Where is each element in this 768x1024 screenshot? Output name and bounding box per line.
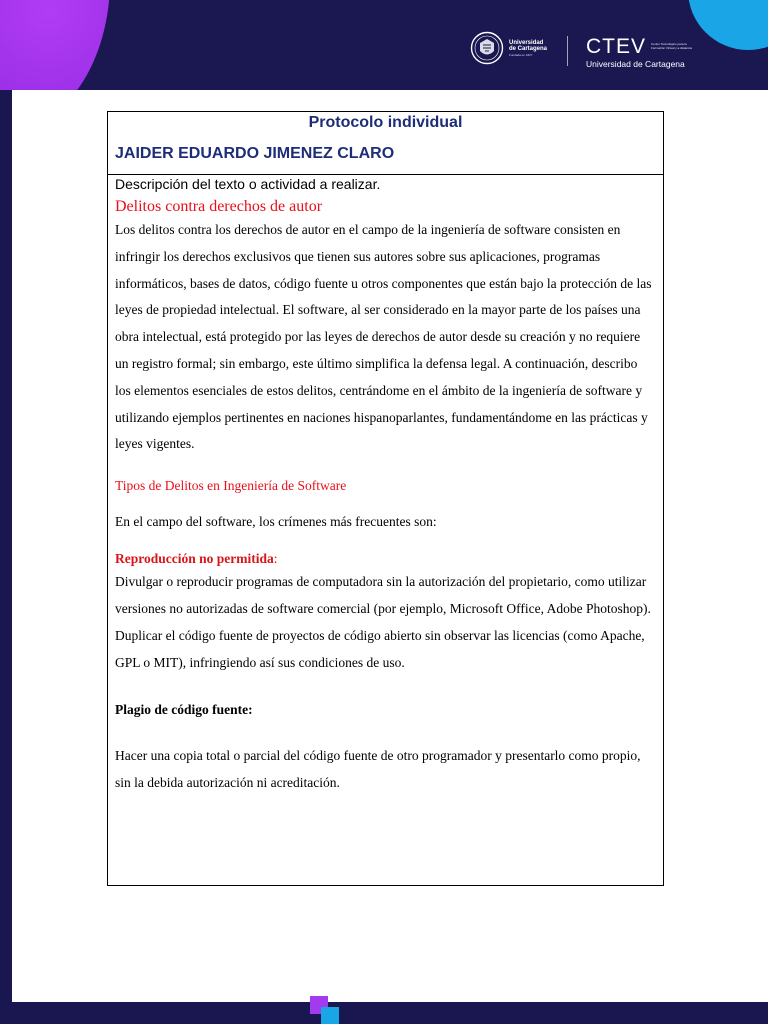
document-author: JAIDER EDUARDO JIMENEZ CLARO xyxy=(115,145,395,162)
university-name-line1: Universidad xyxy=(509,39,544,46)
university-seal-icon xyxy=(470,31,504,65)
crimes-intro: En el campo del software, los crímenes más frecuentes son: xyxy=(115,514,437,530)
document-title: Protocolo individual xyxy=(308,114,463,131)
section-subheading: Tipos de Delitos en Ingeniería de Software xyxy=(115,478,347,494)
reproduction-title-text: Reproducción no permitida xyxy=(115,551,274,567)
title-cell xyxy=(108,112,663,175)
reproduction-item: Divulgar o reproducir programas de computadora sin la autorización del propietario, como utilizar versiones no autorizadas de software comercial (por ejemplo, Microsoft Office, Adobe Photoshop). xyxy=(115,574,651,616)
ctev-subtitle: Universidad de Cartagena xyxy=(586,59,685,69)
university-tagline: Fundada en 1827 xyxy=(509,52,533,57)
document-page xyxy=(12,90,768,1002)
section-heading: Delitos contra derechos de autor xyxy=(115,198,323,215)
plagiarism-body: Hacer una copia total o parcial del código fuente de otro programador y presentarlo como propio, sin la debida autorización ni acreditación. xyxy=(115,748,641,791)
decorative-cyan-blob xyxy=(688,0,768,50)
reproduction-body xyxy=(115,569,656,676)
reproduction-title xyxy=(115,551,656,567)
protocol-box xyxy=(107,111,664,886)
ctev-name: CTEV xyxy=(586,35,647,58)
ctev-description: Centro Tecnológico para la Formación Virtual y a distancia xyxy=(651,41,692,50)
university-logo xyxy=(470,31,547,65)
logo-divider xyxy=(567,36,568,66)
content-cell xyxy=(108,176,663,797)
page-header xyxy=(0,0,768,90)
reproduction-item: Duplicar el código fuente de proyectos de código abierto sin observar las licencias (como Apache, GPL o MIT), infringiendo así sus condiciones de uso. xyxy=(115,627,645,670)
decorative-purple-blob xyxy=(0,0,110,90)
description-label: Descripción del texto o actividad a realizar. xyxy=(115,176,381,192)
intro-paragraph: Los delitos contra los derechos de autor en el campo de la ingeniería de software consisten en infringir los derechos exclusivos que tienen sus autores sobre sus aplicaciones, programas informáticos, bases de datos, código fuente u otros componentes que están bajo la protección de las leyes de propiedad intelectual. El software, al ser considerado en la mayor parte de los países una obra intelectual, está protegido por las leyes de derechos de autor desde su creación y no requiere un registro formal; sin embargo, este último simplifica la defensa legal. A continuación, describo los elementos esenciales de estos delitos, centrándome en el ámbito de la ingeniería de software y utilizando ejemplos pertinentes en naciones hispanoparlantes, fundamentándome en las prácticas y leyes vigentes. xyxy=(115,222,652,452)
plagiarism-title: Plagio de código fuente: xyxy=(115,702,253,718)
reproduction-title-colon: : xyxy=(273,551,278,567)
university-name-line2: de Cartagena xyxy=(509,45,548,52)
decorative-cyan-square xyxy=(321,1007,339,1024)
ctev-logo xyxy=(586,36,693,69)
